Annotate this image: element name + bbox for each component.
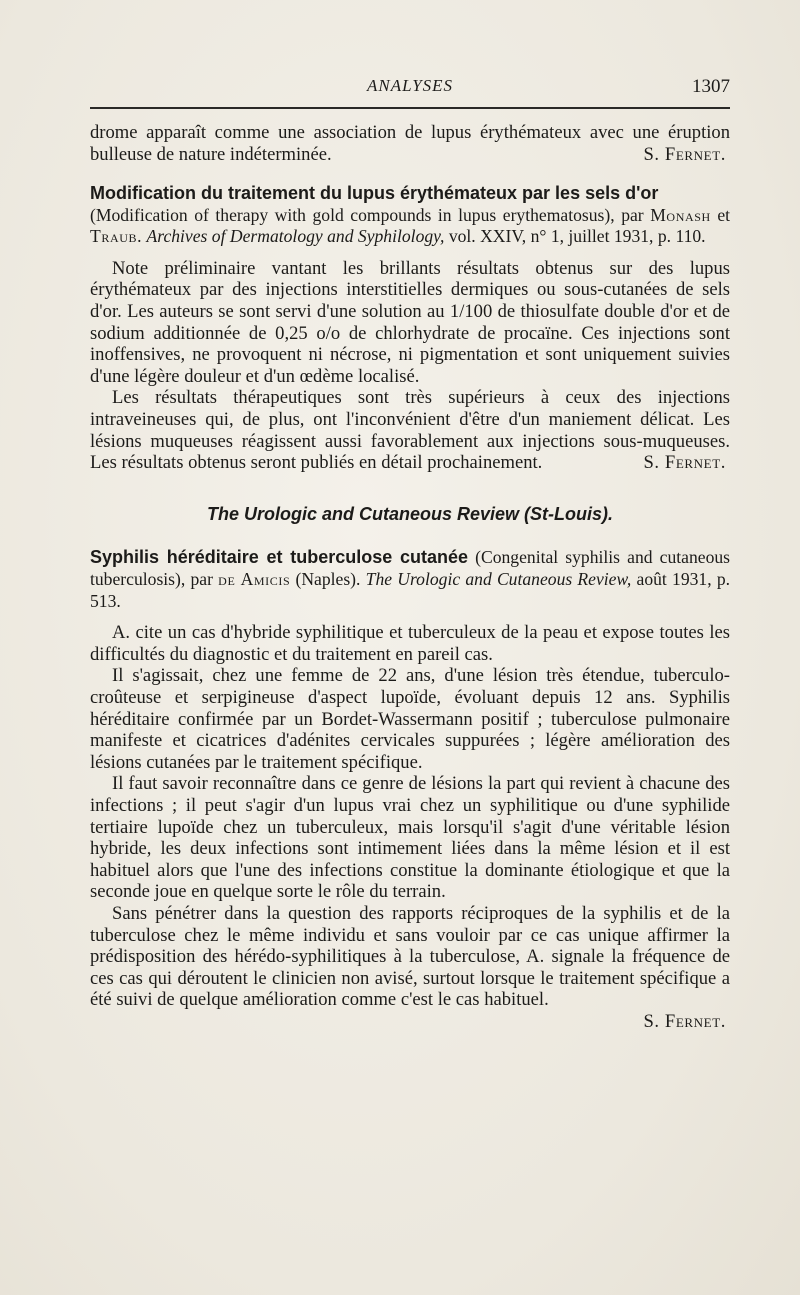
article3-author-particle: de (218, 569, 236, 589)
article1-tail (90, 122, 730, 165)
article2-subtitle: (Modification of therapy with gold compounds in lupus erythematosus), (90, 204, 615, 225)
running-title: ANALYSES (366, 76, 454, 95)
article2-author2: Traub. (90, 226, 143, 247)
article2-signature: S. Fernet. (643, 452, 726, 474)
page-number: 1307 (692, 76, 730, 97)
article3-paragraph-2: Il s'agissait, chez une femme de 22 ans, d'une lésion très étendue, tuberculo-croûteuse et serpigineuse d'aspect lupoïde, évoluant depuis 12 ans. Syphilis héréditaire confirmée par un Bordet-Wassermann positif ; tuberculose pulmonaire manifeste et cicatrices d'adénites cervicales suppurées ; légère amélioration des lésions cutanées par le traitement spécifique. (90, 665, 730, 773)
article2-paragraph-2 (90, 387, 730, 473)
article2-author1: Monash (650, 204, 711, 225)
spacer (90, 612, 730, 622)
article3-author: Amicis (240, 569, 291, 589)
article3-signature: S. Fernet. (643, 1010, 726, 1032)
article2-authors-joiner: et (717, 204, 731, 225)
article2-reference (90, 205, 730, 248)
article2-citation: vol. XXIV, n° 1, juillet 1931, p. 110. (448, 226, 706, 247)
article-body (90, 122, 730, 1032)
header-rule (90, 107, 730, 109)
journal-section-heading: The Urologic and Cutaneous Review (St-Louis). (206, 503, 614, 524)
article2-paragraph-2-text: Les résultats thérapeutiques sont très supérieurs à ceux des injections intraveineuses qui, de plus, ont l'inconvénient d'être d'un maniement délicat. Les lésions muqueuses réagissent aussi favorablement aux injections sous-muqueuses. Les résultats obtenus seront publiés en détail prochainement. (90, 387, 730, 474)
article3-place: (Naples). (295, 569, 361, 589)
article3-subtitle: (Congenital syphilis and cutaneous tuberculosis), par (90, 547, 731, 589)
article3-citation: août 1931, p. 513. (90, 569, 731, 611)
article1-tail-text: drome apparaît comme une association de lupus érythémateux avec une éruption bulleuse de nature indéterminée. (90, 122, 730, 165)
article3-reference (90, 547, 730, 612)
article3-journal: The Urologic and Cutaneous Review, (365, 569, 632, 589)
article3-paragraph-3: Il faut savoir reconnaître dans ce genre de lésions la part qui revient à chacune des infections ; il peut s'agir d'un lupus vrai chez un syphilitique ou d'une syphilide tertiaire lupoïde chez un tuberculeux, mais lorsqu'il s'agit d'une véritable lésion hybride, les deux infections sont intimement liées dans la même lésion et il est habituel alors que l'une des infections constitue la dominante étiologique et que la seconde joue en quelque sorte le rôle du terrain. (90, 773, 730, 903)
running-header (90, 0, 730, 96)
article3-paragraph-1: A. cite un cas d'hybride syphilitique et tuberculeux de la peau et expose toutes les difficultés du diagnostic et du traitement en pareil cas. (90, 622, 730, 665)
article2-paragraph-1: Note préliminaire vantant les brillants résultats obtenus sur des lupus érythémateux par des injections interstitielles dermiques ou sous-cutanées de sels d'or. Les auteurs se sont servi d'une solution au 1/100 de thiosulfate double d'or et de sodium additionnée de 0,25 o/o de chlorhydrate de procaïne. Ces injections sont inoffensives, ne provoquent ni nécrose, ni pigmentation et sont uniquement suivies d'une légère douleur et d'un œdème localisé. (90, 257, 730, 387)
article2-authors-prefix: par (621, 204, 644, 225)
article2-journal: Archives of Dermatology and Syphilology, (146, 226, 445, 247)
article3-paragraph-4: Sans pénétrer dans la question des rapports réciproques de la syphilis et de la tuberculose chez le même individu et sans vouloir par ce cas unique affirmer la prédisposition des hérédo-syphilitiques à la tuberculose, A. signale la fréquence de ces cas qui déroutent le clinicien non avisé, surtout lorsque le traitement spécifique a été suivi de quelque amélioration comme c'est le cas habituel. (90, 902, 730, 1011)
article3-title: Syphilis héréditaire et tuberculose cutanée (90, 547, 468, 568)
article1-signature: S. Fernet. (643, 143, 726, 165)
spacer (90, 248, 730, 258)
article2-title-block (90, 183, 730, 205)
article2-title: Modification du traitement du lupus érythémateux par les sels d'or (90, 183, 659, 204)
